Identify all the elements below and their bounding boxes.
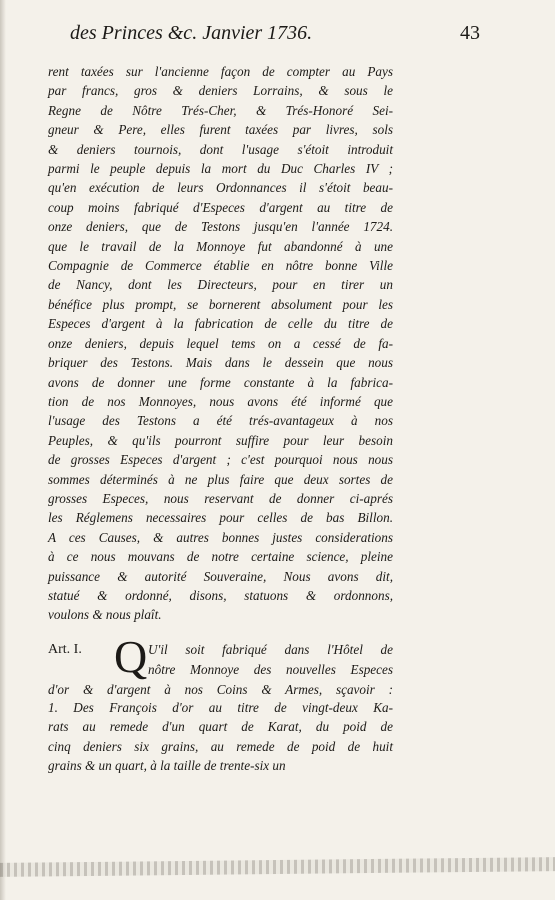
text-line: à ce nous mouvans de notre certaine science, pleine xyxy=(48,549,393,565)
text-line: A ces Causes, & autres bonnes justes considerations xyxy=(48,529,393,545)
article-label: Art. I. xyxy=(48,642,82,657)
text-line: grosses Especes, nous reservant de donner ci-aprés xyxy=(48,490,393,506)
page-number: 43 xyxy=(460,22,480,44)
text-line: rats au remede d'un quart de Karat, du poid de xyxy=(48,719,393,735)
running-title: des Princes &c. Janvier 1736. xyxy=(70,22,313,44)
body-text xyxy=(48,62,393,625)
page-edge-shadow xyxy=(0,0,6,900)
text-line: 1. Des François d'or au titre de vingt-deux Ka- xyxy=(48,700,393,715)
text-line: briquer des Testons. Mais dans le dessein que nous xyxy=(48,355,393,371)
text-line: Especes d'argent à la fabrication de celle du titre de xyxy=(48,316,393,332)
article-line: nôtre Monnoye des nouvelles Especes xyxy=(148,662,393,677)
text-line: statué & ordonné, disons, statuons & ordonnons, xyxy=(48,587,393,603)
text-line: l'usage des Testons a été trés-avantageux à nos xyxy=(48,413,393,429)
text-line: bénéfice plus prompt, se bornerent absolument pour les xyxy=(48,296,393,312)
text-line: tion de nos Monnoyes, nous avons été informé que xyxy=(48,393,393,409)
text-line: gneur & Pere, elles furent taxées par livres, sols xyxy=(48,122,393,138)
text-line: onze deniers, depuis lequel tems on a cessé de fa- xyxy=(48,335,393,351)
article-body xyxy=(48,698,393,776)
text-line: onze deniers, que de Testons jusqu'en l'année 1724. xyxy=(48,219,393,235)
article-one xyxy=(48,631,393,776)
text-line: Compagnie de Commerce établie en nôtre bonne Ville xyxy=(48,258,393,274)
text-line: Peuples, & qu'ils pourront suffire pour leur besoin xyxy=(48,432,393,448)
text-line: cinq deniers six grains, au remede de poid de huit xyxy=(48,738,393,754)
text-line: puissance & autorité Souveraine, Nous avons dit, xyxy=(48,568,393,584)
bottom-ink-bleed xyxy=(0,857,555,877)
text-line: qu'en exécution de leurs Ordonnances il s'étoit beau- xyxy=(48,180,393,196)
drop-cap: Q xyxy=(114,631,148,682)
article-line: d'or & d'argent à nos Coins & Armes, sçavoir : xyxy=(48,682,393,697)
text-line: & deniers tournois, dont l'usage s'étoit introduit xyxy=(48,141,393,157)
text-line: voulons & nous plaît. xyxy=(48,607,162,623)
article-heading xyxy=(48,631,393,697)
text-line: grains & un quart, à la taille de trente-six un xyxy=(48,758,286,774)
text-line: parmi le peuple depuis la mort du Duc Charles IV ; xyxy=(48,161,393,177)
text-line: par francs, gros & deniers Lorrains, & sous le xyxy=(48,83,393,99)
text-line: coup moins fabriqué d'Especes d'argent au titre de xyxy=(48,199,393,215)
text-line: Regne de Nôtre Trés-Cher, & Trés-Honoré Sei- xyxy=(48,102,393,118)
text-line: de Nancy, dont les Directeurs, pour en tirer un xyxy=(48,277,393,293)
running-header xyxy=(70,22,480,45)
text-line: de grosses Especes d'argent ; c'est pourquoi nous nous xyxy=(48,452,393,468)
article-line: U'il soit fabriqué dans l'Hôtel de xyxy=(148,642,393,657)
text-line: avons de donner une forme constante à la fabrica- xyxy=(48,374,393,390)
text-line: rent taxées sur l'ancienne façon de compter au Pays xyxy=(48,64,393,79)
text-line: sommes déterminés à ne plus faire que deux sortes de xyxy=(48,471,393,487)
text-line: que le travail de la Monnoye fut abandonné à une xyxy=(48,238,393,254)
text-line: les Réglemens necessaires pour celles de bas Billon. xyxy=(48,510,393,526)
